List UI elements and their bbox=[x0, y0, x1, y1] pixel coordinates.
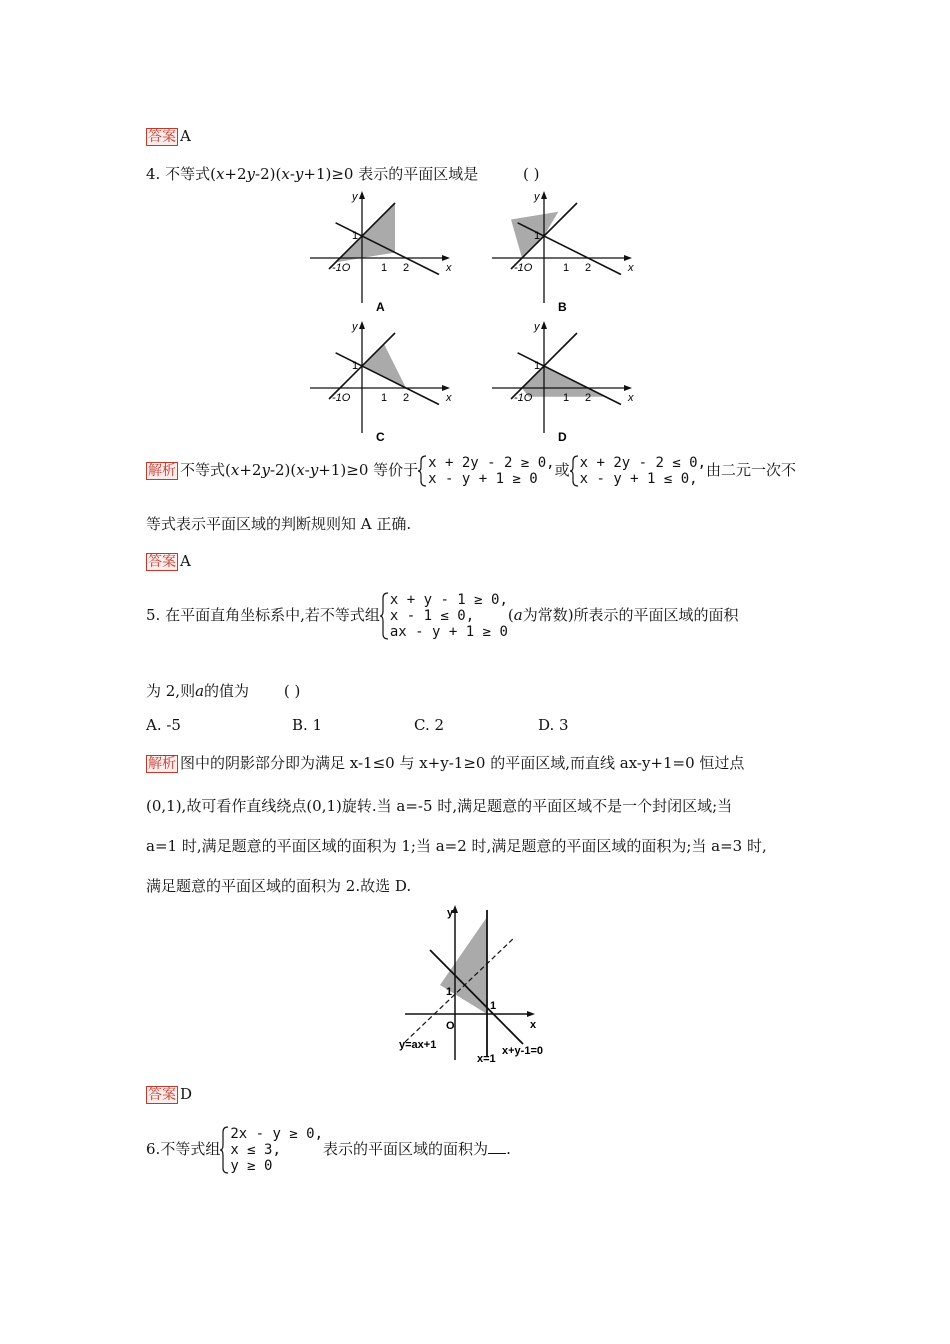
q6-blank[interactable] bbox=[488, 1141, 506, 1154]
q5-figure bbox=[395, 902, 565, 1066]
q5-label-line2: x=1 bbox=[477, 1053, 496, 1065]
graph-d bbox=[492, 321, 634, 444]
y-axis-arrow bbox=[541, 191, 547, 199]
tick-neg-one-origin: -1O bbox=[514, 262, 533, 274]
option-b: B. 1 bbox=[292, 716, 323, 734]
tick-y-1: 1 bbox=[534, 230, 541, 242]
graph-letter: C bbox=[376, 430, 385, 444]
axis-label-x: x bbox=[446, 392, 452, 404]
tick-y-1: 1 bbox=[534, 360, 541, 372]
tick-neg-one-origin: -1O bbox=[332, 262, 351, 274]
axis-label-y: y bbox=[534, 191, 540, 203]
answer-tag: 答案 bbox=[148, 129, 176, 145]
q5-analysis-3: a=1 时,满足题意的平面区域的面积为 1;当 a=2 时,满足题意的平面区域的面积为;当 a=3 时, bbox=[146, 837, 767, 855]
x-axis-arrow bbox=[442, 255, 450, 261]
tick-x-2: 2 bbox=[585, 392, 592, 404]
graph-letter: D bbox=[558, 430, 567, 444]
q6-stem: 6.不等式组 2x - y ≥ 0, x ≤ 3, y ≥ 0 表示的平面区域的面积为 . bbox=[146, 1126, 511, 1174]
tick-y-1: 1 bbox=[352, 230, 359, 242]
q5-answer: D bbox=[180, 1085, 193, 1103]
x-axis-arrow bbox=[624, 255, 632, 261]
q5-system: x + y - 1 ≥ 0, x - 1 ≤ 0, ax - y + 1 ≥ 0 bbox=[380, 592, 508, 640]
axis-label-x: x bbox=[446, 262, 452, 274]
q5-stem-line2: 为 2,则a的值为 ( ) bbox=[146, 682, 301, 700]
q4-analysis-line2: 等式表示平面区域的判断规则知 A 正确. bbox=[146, 515, 412, 533]
q4-stem-text: 不等式(x+2y-2)(x-y+1)≥0 表示的平面区域是 bbox=[165, 165, 479, 183]
q6-number: 6. bbox=[146, 1140, 161, 1158]
y-axis-arrow bbox=[359, 321, 365, 329]
y-axis-arrow bbox=[541, 321, 547, 329]
q4-stem bbox=[146, 163, 540, 184]
q5-analysis-2: (0,1),故可看作直线绕点(0,1)旋转.当 a=-5 时,满足题意的平面区域不是一个封闭区域;当 bbox=[146, 797, 733, 815]
graph-c bbox=[310, 321, 452, 444]
q6-system: 2x - y ≥ 0, x ≤ 3, y ≥ 0 bbox=[220, 1126, 323, 1174]
graph-letter: A bbox=[376, 300, 385, 314]
tick-x-1: 1 bbox=[563, 392, 570, 404]
axis-label-y: y bbox=[534, 321, 540, 333]
tick-x-1: 1 bbox=[381, 262, 388, 274]
q5-origin: O bbox=[446, 1020, 455, 1032]
q4-or: 或 bbox=[554, 461, 570, 479]
option-a: A. -5 bbox=[146, 716, 181, 734]
q5-stem: 5. 在平面直角坐标系中,若不等式组 x + y - 1 ≥ 0, x - 1 ≤ 0, ax - y + 1 ≥ 0 (a为常数)所表示的平面区域的面积 bbox=[146, 592, 739, 640]
q4-answer: A bbox=[180, 552, 191, 570]
q5-number: 5. bbox=[146, 606, 161, 624]
tick-y-1: 1 bbox=[352, 360, 359, 372]
q5-axis-x: x bbox=[530, 1019, 537, 1031]
tick-x-1: 1 bbox=[563, 262, 570, 274]
axis-label-y: y bbox=[352, 321, 358, 333]
graph-letter: B bbox=[558, 300, 567, 314]
q4-answer-row: 答案 A bbox=[148, 552, 191, 570]
q4-number: 4. bbox=[146, 165, 161, 183]
option-d: D. 3 bbox=[538, 716, 569, 734]
q5-analysis-1: 解析 图中的阴影部分即为满足 x-1≤0 与 x+y-1≥0 的平面区域,而直线 ax-y+1=0 恒过点 bbox=[148, 754, 745, 772]
tick-neg-one-origin: -1O bbox=[332, 392, 351, 404]
analysis-tag: 解析 bbox=[148, 463, 176, 479]
axis-label-y: y bbox=[352, 191, 358, 203]
q4-system-1: x + 2y - 2 ≥ 0, x - y + 1 ≥ 0 bbox=[418, 455, 554, 487]
svg-text:1: 1 bbox=[446, 986, 453, 998]
y-axis-arrow bbox=[359, 191, 365, 199]
x-axis-arrow bbox=[442, 385, 450, 391]
tick-x-1: 1 bbox=[381, 392, 388, 404]
svg-text:1: 1 bbox=[490, 1000, 497, 1012]
shaded-region-c bbox=[362, 344, 406, 388]
tick-x-2: 2 bbox=[403, 392, 410, 404]
q4-paren: ( ) bbox=[523, 165, 540, 183]
tick-x-2: 2 bbox=[403, 262, 410, 274]
q4-graphs bbox=[300, 188, 650, 450]
q5-axis-y: y bbox=[447, 907, 454, 919]
q5-analysis-4: 满足题意的平面区域的面积为 2.故选 D. bbox=[146, 877, 412, 895]
graph-b bbox=[492, 191, 634, 314]
q3-answer-row bbox=[146, 127, 191, 146]
x-axis-arrow bbox=[624, 385, 632, 391]
graph-a bbox=[310, 191, 452, 314]
q5-label-line3: x+y-1=0 bbox=[502, 1045, 543, 1057]
q4-system-2: x + 2y - 2 ≤ 0, x - y + 1 ≤ 0, bbox=[570, 455, 706, 487]
tick-neg-one-origin: -1O bbox=[514, 392, 533, 404]
q3-answer: A bbox=[180, 127, 191, 145]
axis-label-x: x bbox=[628, 392, 634, 404]
tick-x-2: 2 bbox=[585, 262, 592, 274]
option-c: C. 2 bbox=[414, 716, 445, 734]
q4-analysis: 解析 不等式(x+2y-2)(x-y+1)≥0 等价于 x + 2y - 2 ≥ 0, x - y + 1 ≥ 0 或 x + 2y - 2 ≤ 0, x - y + 1 ≤ 0, 由二元一次不 bbox=[148, 455, 797, 487]
q5-label-line1: y=ax+1 bbox=[399, 1039, 437, 1051]
axis-label-x: x bbox=[628, 262, 634, 274]
q5-answer-row: 答案 D bbox=[148, 1085, 193, 1103]
